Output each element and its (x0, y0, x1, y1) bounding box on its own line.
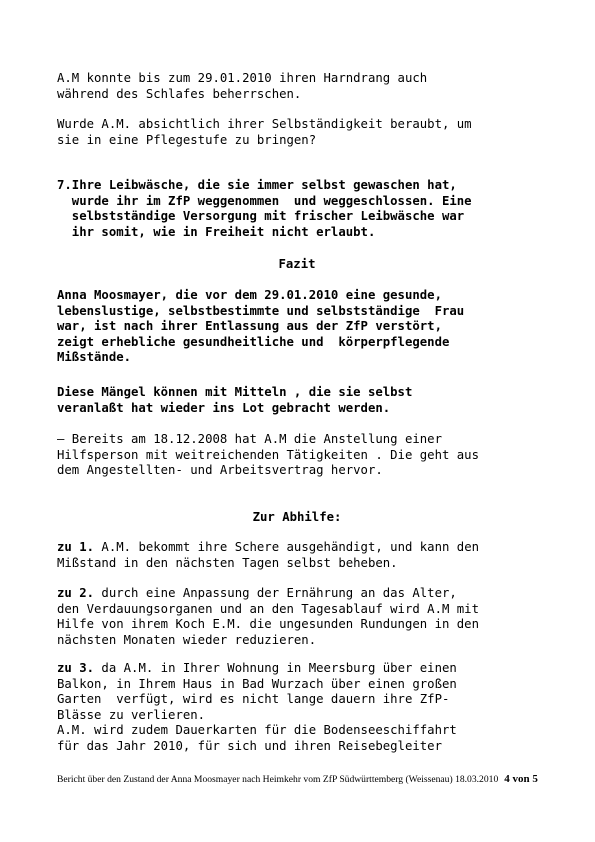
text-line: Mißstand in den nächsten Tagen selbst beheben. (57, 555, 398, 570)
footer-text: Bericht über den Zustand der Anna Moosmayer nach Heimkehr vom ZfP Südwürttemberg (Weissenau) 18.03.2010 (57, 774, 499, 785)
text-line: Hilfe von ihrem Koch E.M. die ungesunden Rundungen in den (57, 617, 479, 631)
text-line: für das Jahr 2010, für sich und ihren Reisebegleiter (57, 738, 442, 753)
text-line: Mißstände. (57, 350, 132, 364)
text-line: während des Schlafes beherrschen. (57, 86, 302, 101)
text-line: ihr somit, wie in Freiheit nicht erlaubt. (57, 224, 376, 239)
paragraph-question (57, 117, 537, 148)
item-7-leibwaesche (57, 178, 537, 240)
text-line: A.M. wird zudem Dauerkarten für die Bodenseeschiffahrt (57, 723, 457, 737)
note-paragraph (57, 432, 537, 479)
abhilfe-heading: Zur Abhilfe: (252, 510, 342, 524)
page-number: 4 von 5 (504, 773, 538, 785)
text-line: nächsten Monaten wieder reduzieren. (57, 632, 317, 647)
remedy-label: zu 3. (57, 661, 95, 675)
text-line: Diese Mängel können mit Mitteln , die sie selbst (57, 385, 413, 399)
text-line: Anna Moosmayer, die vor dem 29.01.2010 eine gesunde, (57, 288, 442, 302)
remedy-label: zu 1. (57, 540, 95, 554)
text-line: den Verdauungsorganen und an den Tagesablauf wird A.M mit (57, 601, 479, 616)
fazit-paragraph (57, 288, 537, 366)
fazit-heading: Fazit (278, 257, 316, 271)
remedy-label: zu 2. (57, 586, 95, 600)
text-line: lebenslustige, selbstbestimmte und selbstständige Frau (57, 303, 465, 318)
paragraph-harndrang (57, 71, 537, 102)
text-line: 7.Ihre Leibwäsche, die sie immer selbst gewaschen hat, (57, 178, 457, 192)
text-line: Blässe zu verlieren. (57, 707, 206, 722)
text-line: war, ist nach ihrer Entlassung aus der ZfP verstört, (57, 319, 442, 333)
text-line: wurde ihr im ZfP weggenommen und weggeschlossen. Eine (57, 193, 472, 208)
text-line: Wurde A.M. absichtlich ihrer Selbständigkeit beraubt, um (57, 117, 472, 131)
text-line: A.M. bekommt ihre Schere ausgehändigt, und kann den (94, 540, 480, 554)
text-line: – Bereits am 18.12.2008 hat A.M die Anstellung einer (57, 432, 442, 446)
page-footer (57, 773, 537, 785)
text-line: da A.M. in Ihrer Wohnung in Meersburg über einen (94, 661, 457, 675)
text-line: selbstständige Versorgung mit frischer Leibwäsche war (57, 209, 465, 223)
text-line: Hilfsperson mit weitreichenden Tätigkeiten . Die geht aus (57, 447, 479, 462)
text-line: veranlaßt hat wieder ins Lot gebracht werden. (57, 400, 391, 415)
text-line: durch eine Anpassung der Ernährung an das Alter, (94, 586, 457, 600)
text-line: sie in eine Pflegestufe zu bringen? (57, 132, 317, 147)
text-line: A.M konnte bis zum 29.01.2010 ihren Harndrang auch (57, 71, 428, 85)
text-line: Garten verfügt, wird es nicht lange dauern ihre ZfP- (57, 692, 450, 706)
text-line: dem Angestellten- und Arbeitsvertrag hervor. (57, 463, 383, 477)
text-line: zeigt erhebliche gesundheitliche und körperpflegende (57, 334, 450, 349)
remedy-2 (57, 586, 537, 648)
text-line: Balkon, in Ihrem Haus in Bad Wurzach über einen großen (57, 676, 457, 691)
fazit-conclusion (57, 385, 537, 416)
remedy-1 (57, 540, 537, 571)
remedy-3 (57, 661, 537, 754)
